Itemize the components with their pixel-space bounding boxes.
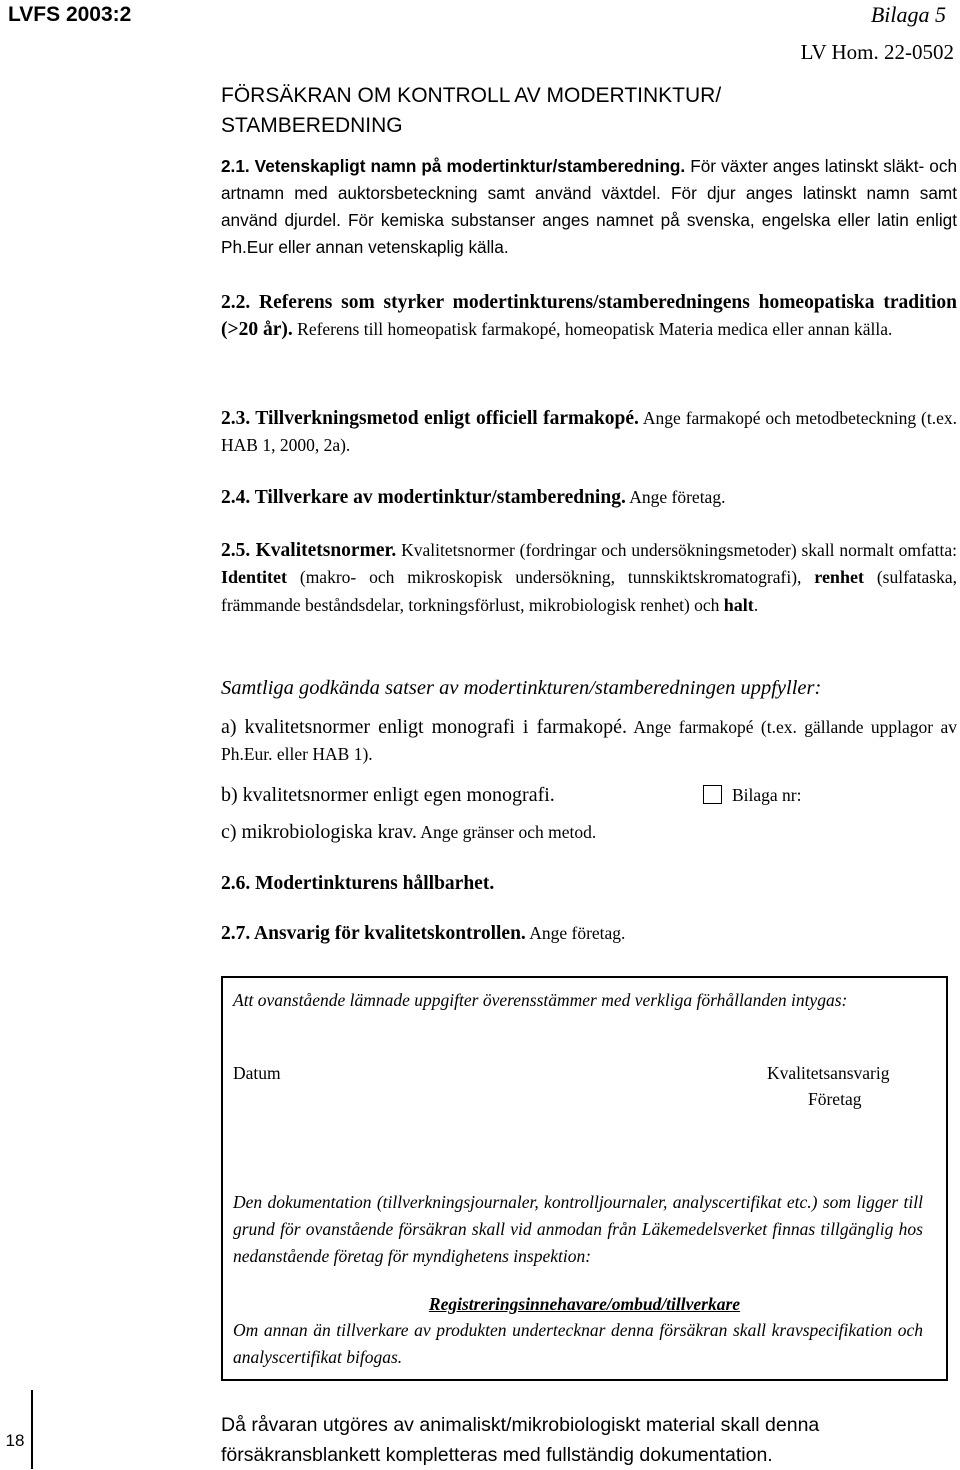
section-2-5-text-2: (makro- och mikroskopisk undersökning, tunnskiktskromatografi),: [287, 567, 815, 588]
document-code: LVFS 2003:2: [8, 3, 132, 26]
term-halt: halt: [723, 594, 754, 615]
term-identitet: Identitet: [221, 567, 287, 588]
section-2-2: [221, 289, 957, 343]
section-2-1-text: För växter anges latinskt släkt- och artnamn med auktorsbeteckning samt använd växtdel. För djur anges latinskt namn samt använd djurdel. För kemiska substanser anges namnet på svenska, engelska eller latin enligt Ph.Eur eller annan vetenskaplig källa.: [221, 156, 957, 257]
criterion-a: [221, 714, 957, 768]
section-2-6-heading: 2.6. Modertinkturens hållbarhet.: [221, 873, 495, 894]
section-2-5-text-3: (sulfataska, främmande beståndsdelar, torkningsförlust, mikrobiologisk renhet) och: [221, 567, 957, 615]
registration-holder-note: Om annan än tillverkare av produkten undertecknar denna försäkran skall kravspecifikation och analyscertifikat bifogas.: [233, 1320, 923, 1367]
section-2-5-heading: 2.5. Kvalitetsnormer.: [221, 540, 397, 561]
section-2-5-text-1: Kvalitetsnormer (fordringar och undersökningsmetoder) skall normalt omfatta:: [396, 540, 957, 560]
section-2-7: [221, 920, 625, 948]
section-2-1-heading: 2.1. Vetenskapligt namn på modertinktur/stamberedning.: [221, 156, 686, 176]
page-number: 18: [5, 1431, 25, 1450]
section-2-5-text-4: .: [753, 594, 759, 615]
criterion-a-note: Ange farmakopé (t.ex. gällande upplagor av Ph.Eur. eller HAB 1).: [221, 717, 957, 764]
appendix-number-label: Bilaga nr:: [732, 785, 802, 805]
form-title: [221, 81, 721, 141]
term-renhet: renhet: [814, 567, 864, 588]
certification-statement: Att ovanstående lämnade uppgifter överensstämmer med verkliga förhållanden intygas:: [233, 990, 848, 1010]
section-2-2-text: Referens till homeopatisk farmakopé, homeopatisk Materia medica eller annan källa.: [292, 319, 893, 339]
company-label: Företag: [808, 1089, 862, 1109]
criterion-c: [221, 819, 596, 847]
form-title-line-2: STAMBEREDNING: [221, 114, 403, 137]
appendix-checkbox-row[interactable]: [703, 782, 802, 809]
section-2-4-heading: 2.4. Tillverkare av modertinktur/stamberedning.: [221, 487, 626, 508]
page-edge-line: [31, 1390, 33, 1469]
appendix-label: Bilaga 5: [870, 2, 946, 27]
section-2-2-heading: 2.2. Referens som styrker modertinkturens/stamberedningens homeopatiska tradition (>20 år).: [221, 292, 957, 340]
registration-holder-heading: Registreringsinnehavare/ombud/tillverkare: [428, 1294, 741, 1314]
form-title-line-1: FÖRSÄKRAN OM KONTROLL AV MODERTINKTUR/: [221, 84, 722, 107]
quality-responsible-label: Kvalitetsansvarig: [767, 1063, 890, 1083]
section-2-4-text: Ange företag.: [625, 487, 726, 507]
section-2-3-heading: 2.3. Tillverkningsmetod enligt officiell farmakopé.: [221, 408, 639, 429]
appendix-checkbox[interactable]: [703, 785, 722, 804]
section-2-7-heading: 2.7. Ansvarig för kvalitetskontrollen.: [221, 923, 526, 944]
section-2-4: [221, 484, 957, 511]
criterion-c-note: Ange gränser och metod.: [416, 822, 597, 842]
criterion-b-label: b) kvalitetsnormer enligt egen monografi.: [221, 784, 555, 806]
date-label: Datum: [233, 1063, 281, 1083]
batches-statement: Samtliga godkända satser av modertinkturen/stamberedningen uppfyller:: [221, 677, 822, 699]
form-reference: LV Hom. 22-0502: [800, 40, 954, 64]
section-2-7-text: Ange företag.: [525, 923, 626, 943]
footer-note: Då råvaran utgöres av animaliskt/mikrobiologiskt material skall denna försäkransblankett kompletteras med fullständig dokumentation.: [221, 1414, 820, 1466]
documentation-statement: Den dokumentation (tillverkningsjournaler, kontrolljournaler, analyscertifikat etc.) som ligger till grund för ovanstående försäkran skall vid anmodan från Läkemedelsverket finnas tillgänglig hos nedanstående företag för myndighetens inspektion:: [233, 1192, 923, 1266]
section-2-3-text: Ange farmakopé och metodbeteckning (t.ex. HAB 1, 2000, 2a).: [221, 408, 957, 455]
section-2-1: [221, 153, 957, 261]
criterion-a-label: a) kvalitetsnormer enligt monografi i farmakopé.: [221, 716, 627, 738]
criterion-c-label: c) mikrobiologiska krav.: [221, 821, 417, 843]
certification-box: [221, 976, 948, 1381]
section-2-5: [221, 537, 957, 619]
section-2-3: [221, 405, 957, 459]
